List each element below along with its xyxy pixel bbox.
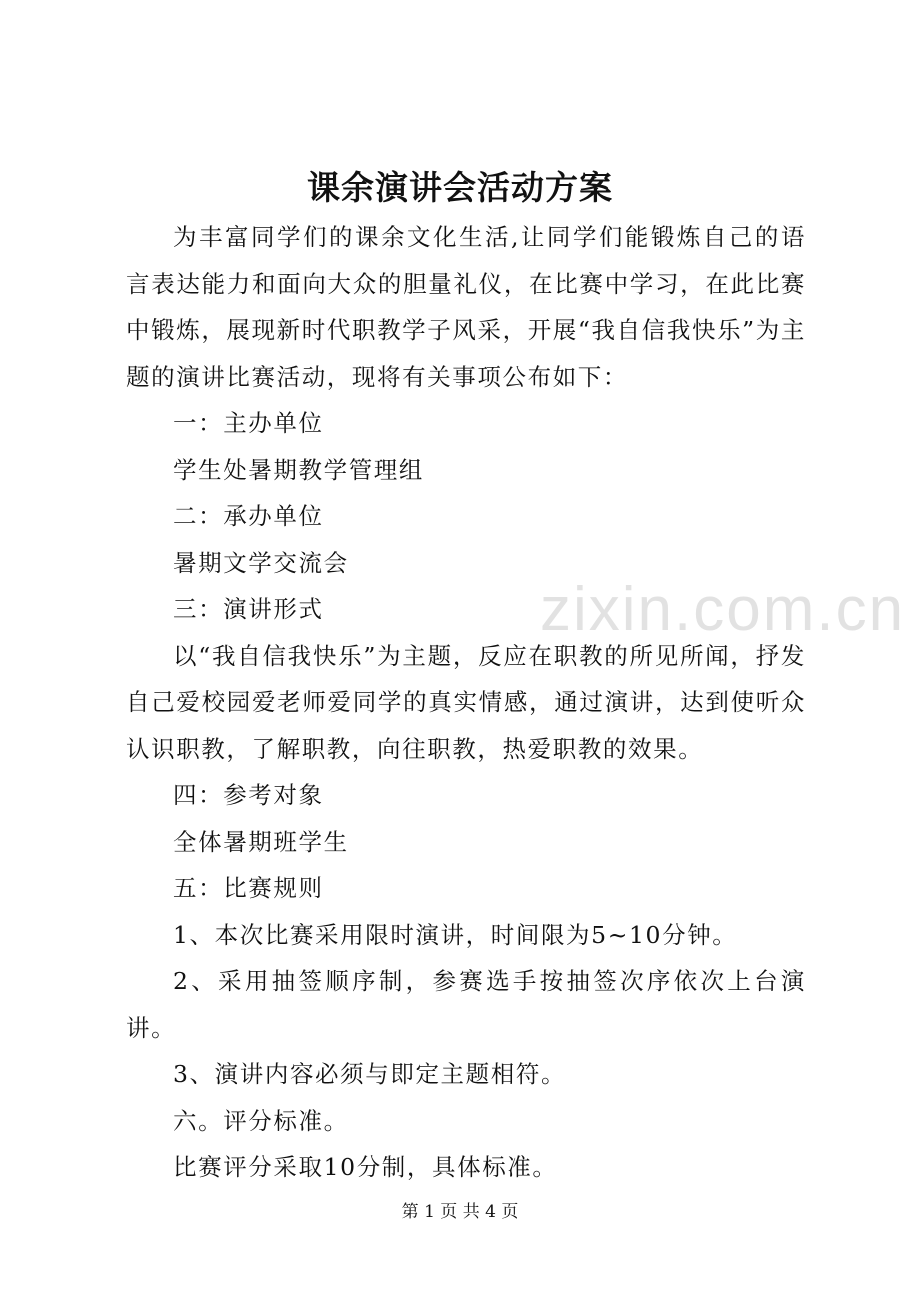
rule-item: 1、本次比赛采用限时演讲，时间限为5~10分钟。 [173,920,738,949]
paragraph-co-organizer: 暑期文学交流会 [173,548,349,577]
page-number-footer: 第 1 页 共 4 页 [401,1202,519,1222]
document-title: 课余演讲会活动方案 [307,168,613,207]
section-heading-participants: 四：参考对象 [173,781,324,809]
paragraph-format: 以“我自信我快乐”为主题，反应在职教的所见所闻，抒发自己爱校园爱老师爱同学的真实情感，通过演讲，达到使听众认识职教，了解职教，向往职教，热爱职教的效果。 [126,641,806,763]
rule-item: 3、演讲内容必须与即定主题相符。 [173,1060,567,1088]
section-heading-format: 三：演讲形式 [173,595,324,623]
paragraph-participants: 全体暑期班学生 [173,827,349,856]
section-heading-co-organizer: 二：承办单位 [173,502,324,530]
paragraph-organizer: 学生处暑期教学管理组 [173,455,424,484]
watermark-logo: zixin.com.cn [540,575,906,644]
paragraph-scoring: 比赛评分采取10分制，具体标准。 [173,1153,558,1181]
section-heading-scoring: 六。评分标准。 [173,1106,349,1135]
section-heading-rules: 五：比赛规则 [173,874,324,902]
rule-item: 2、采用抽签顺序制，参赛选手按抽签次序依次上台演讲。 [126,967,806,1042]
document-body [126,214,806,1191]
paragraph-intro: 为丰富同学们的课余文化生活,让同学们能锻炼自己的语言表达能力和面向大众的胆量礼仪，在比赛中学习，在此比赛中锻炼，展现新时代职教学子风采，开展“我自信我快乐”为主题的演讲比赛活动，现将有关事项公布如下： [126,223,806,391]
section-heading-organizer: 一：主办单位 [173,409,324,437]
